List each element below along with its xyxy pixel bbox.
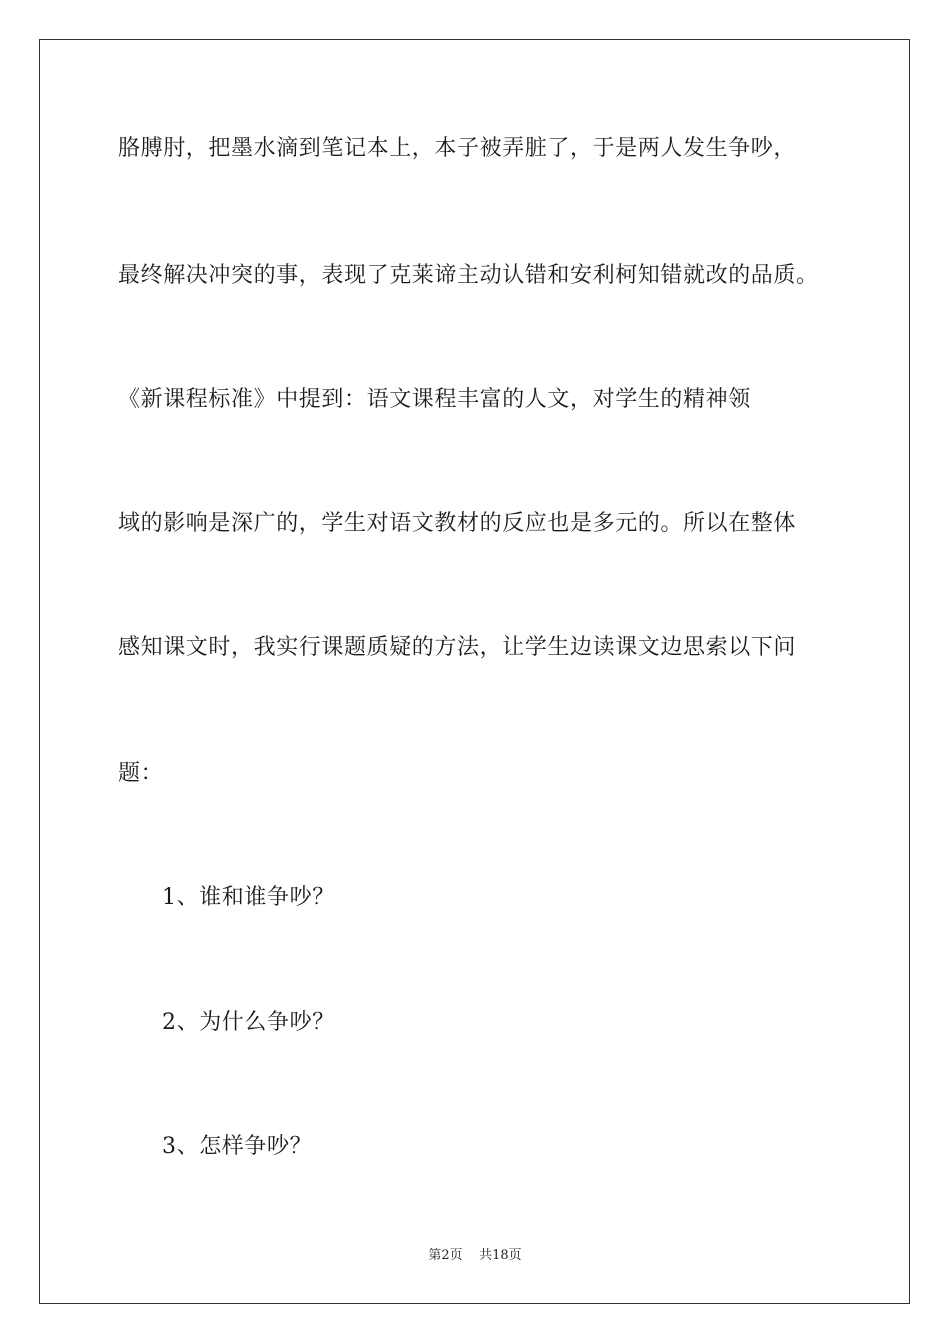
page-border: [39, 39, 910, 1304]
body-text-line-1: 胳膊肘，把墨水滴到笔记本上，本子被弄脏了，于是两人发生争吵，: [118, 136, 797, 161]
body-text-line-6: 题：: [118, 761, 164, 786]
question-item-2: 2、为什么争吵？: [162, 1010, 335, 1035]
question-item-1: 1、谁和谁争吵？: [162, 885, 335, 910]
body-text-line-5: 感知课文时，我实行课题质疑的方法，让学生边读课文边思索以下问: [118, 635, 797, 660]
body-text-line-3: 《新课程标准》中提到：语文课程丰富的人文，对学生的精神领: [118, 387, 751, 412]
body-text-line-2: 最终解决冲突的事，表现了克莱谛主动认错和安利柯知错就改的品质。: [118, 263, 819, 288]
question-item-3: 3、怎样争吵？: [162, 1134, 313, 1159]
page-number-footer: 第2页 共18页: [428, 1248, 522, 1263]
body-text-line-4: 域的影响是深广的，学生对语文教材的反应也是多元的。所以在整体: [118, 511, 797, 536]
